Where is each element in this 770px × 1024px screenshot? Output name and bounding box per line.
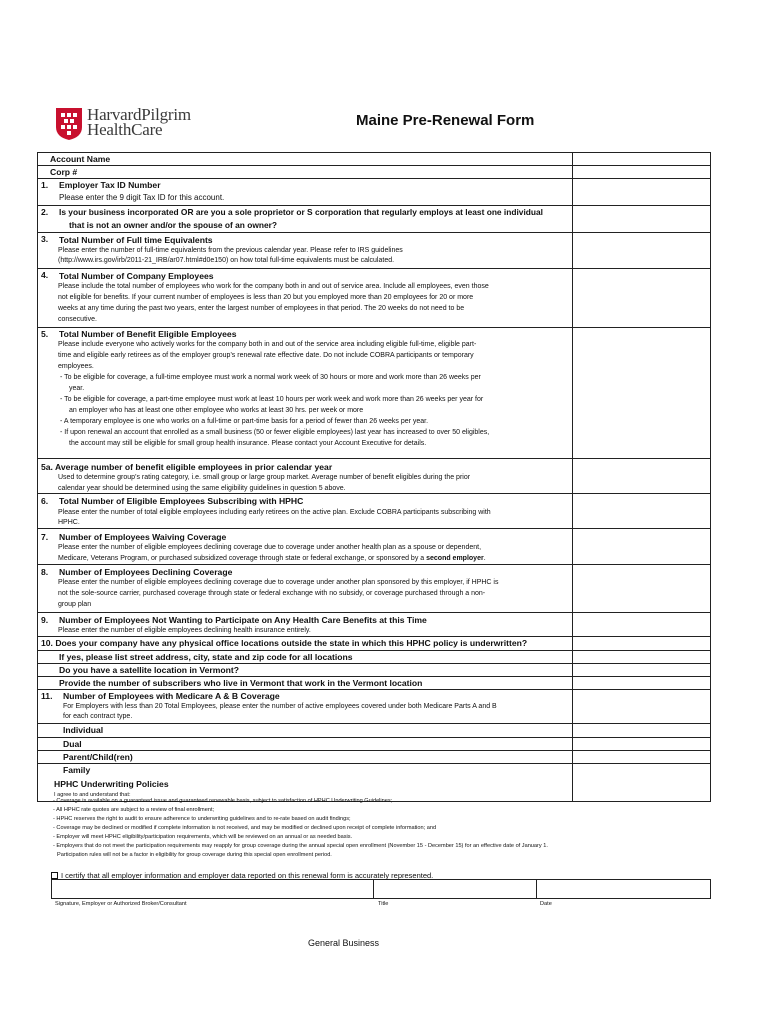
q8-desc-1: Please enter the number of eligible employees declining coverage due to coverage under another plan sponsored by this employer, if HPHC is — [58, 579, 499, 586]
renewal-form-table — [37, 152, 711, 802]
q8-desc-2: not the sole-source carrier, purchased coverage through state or federal exchange with no subsidy, or coverage purchased through a non- — [58, 590, 486, 597]
q9-label: Number of Employees Not Wanting to Participate on Any Health Care Benefits at this Time — [59, 615, 427, 625]
q5-bullet-3: - A temporary employee is one who works on a full-time or part-time basis for a period of fewer than 26 weeks per year. — [60, 418, 429, 425]
q10-sub-1: If yes, please list street address, city, state and zip code for all locations — [59, 652, 353, 662]
q5a-desc-1: Used to determine group’s rating category, i.e. small group or large group market. Average number of benefit eligibles during the prior — [58, 474, 471, 481]
certify-checkbox[interactable] — [51, 872, 58, 879]
q6-number: 6. — [41, 496, 49, 506]
vermont-satellite-input[interactable] — [572, 664, 710, 676]
medicare-dual-input[interactable] — [572, 738, 710, 750]
q8-label: Number of Employees Declining Coverage — [59, 567, 233, 577]
logo-line-1: HarvardPilgrim — [87, 105, 191, 124]
q4-label: Total Number of Company Employees — [59, 271, 214, 281]
policies-intro: I agree to and understand that: — [54, 792, 131, 798]
q1-desc: Please enter the 9 digit Tax ID for this account. — [59, 193, 225, 202]
q5-bullet-1-cont: year. — [69, 385, 85, 392]
q3-desc-2: (http://www.irs.gov/irb/2011-21_IRB/ar07.html#d0e150) on how total full-time equivalents must be calculated. — [58, 257, 395, 264]
logo-line-2: HealthCare — [87, 120, 163, 139]
policy-item: - Employer will meet HPHC eligibility/participation requirements, which will be reviewed on an annual or as needed basis. — [53, 834, 353, 840]
q5-label: Total Number of Benefit Eligible Employees — [59, 329, 237, 339]
q7-desc-2: Medicare, Veterans Program, or purchased subsidized coverage through state or federal exchange, or sponsored by a second employer. — [58, 555, 486, 562]
certify-label: I certify that all employer information and employer data reported on this renewal form is accurately represented. — [61, 871, 434, 880]
q5-bullet-1: - To be eligible for coverage, a full-time employee must work a normal work week of 30 hours or more and work more than 26 weeks per — [60, 374, 481, 381]
q8-number: 8. — [41, 567, 49, 577]
footer-text: General Business — [308, 938, 380, 948]
q7-number: 7. — [41, 532, 49, 542]
company-employees-input[interactable] — [572, 269, 710, 327]
q4-desc-4: consecutive. — [58, 316, 97, 323]
q10-label: 10. Does your company have any physical office locations outside the state in which this HPHC policy is underwritten? — [41, 638, 528, 648]
medicare-family-input[interactable] — [572, 764, 710, 777]
q5-desc-1: Please include everyone who actively works for the company both in and out of the service area including eligible full-time, eligible part- — [58, 341, 477, 348]
q6-label: Total Number of Eligible Employees Subscribing with HPHC — [59, 496, 304, 506]
q5-desc-3: employees. — [58, 363, 94, 370]
policies-title: HPHC Underwriting Policies — [54, 779, 169, 789]
subscribing-input[interactable] — [572, 494, 710, 528]
tax-id-input[interactable] — [572, 179, 710, 205]
policy-item: Participation rules will not be a factor in eligibility for group coverage during this special open enrollment period. — [57, 852, 332, 858]
signature-label: Signature, Employer or Authorized Broker/Consultant — [55, 901, 187, 907]
q6-desc-2: HPHC. — [58, 519, 80, 526]
medicare-family-label: Family — [63, 765, 91, 775]
page-title: Maine Pre-Renewal Form — [356, 112, 535, 129]
medicare-header-cell — [572, 690, 710, 723]
shield-icon — [55, 107, 83, 141]
q11-number: 11. — [41, 691, 53, 701]
locations-input[interactable] — [572, 651, 710, 663]
incorporated-input[interactable] — [572, 206, 710, 232]
corp-number-input[interactable] — [572, 166, 710, 178]
corp-label: Corp # — [50, 167, 78, 177]
q1-number: 1. — [41, 180, 49, 190]
fte-input[interactable] — [572, 233, 710, 268]
vermont-subscribers-input[interactable] — [572, 677, 710, 689]
policy-item: - Coverage may be declined or modified if complete information is not received, and may be modified or declined upon receipt of complete information; and — [53, 825, 437, 831]
policy-item: - All HPHC rate quotes are subject to a review of final enrollment; — [53, 807, 215, 813]
q11-desc-2: for each contract type. — [63, 713, 133, 720]
q5-bullet-4-cont: the account may still be eligible for small group health insurance. Please contact your Account Executive for details. — [69, 440, 427, 447]
not-participating-input[interactable] — [572, 613, 710, 636]
q5-number: 5. — [41, 329, 49, 339]
q5-bullet-2-cont: an employer who has at least one other employee who works at least 30 hrs. per week or more — [69, 407, 364, 414]
q4-desc-3: weeks at any time during the past two years, enter the largest number of employees in that period. The 20 weeks do not need to be — [58, 305, 465, 312]
medicare-parent-input[interactable] — [572, 751, 710, 763]
declining-input[interactable] — [572, 565, 710, 612]
q7-desc-1: Please enter the number of eligible employees declining coverage due to coverage under another health plan as a spouse or dependent, — [58, 544, 482, 551]
waiving-input[interactable] — [572, 529, 710, 564]
q3-number: 3. — [41, 234, 49, 244]
q4-desc-2: not eligible for benefits. If your current number of employees is less than 20 but you employed more than 20 employees for 20 or more — [58, 294, 474, 301]
medicare-dual-label: Dual — [63, 739, 82, 749]
q6-desc-1: Please enter the number of total eligible employees including early retirees on the active plan. Exclude COBRA participants subscribing with — [58, 509, 491, 516]
average-eligible-input[interactable] — [572, 459, 710, 493]
policy-item: - Employers that do not meet the participation requirements may reapply for group coverage during the annual special open enrollment (November 15 - December 15) for an effective date of January 1. — [53, 843, 548, 849]
medicare-individual-input[interactable] — [572, 724, 710, 737]
q11-label: Number of Employees with Medicare A & B Coverage — [63, 691, 280, 701]
q2-label-2: that is not an owner and/or the spouse of an owner? — [69, 220, 277, 230]
date-label: Date — [540, 901, 552, 907]
q2-label: Is your business incorporated OR are you a sole proprietor or S corporation that regularly employs at least one individual — [59, 207, 543, 217]
harvard-pilgrim-logo — [55, 107, 215, 141]
q5-desc-2: time and eligible early retirees as of the employer group’s renewal rate effective date. Do not include COBRA participants or temporary — [58, 352, 474, 359]
q4-number: 4. — [41, 270, 49, 280]
q9-desc: Please enter the number of eligible employees declining health insurance entirely. — [58, 627, 311, 634]
signature-field[interactable] — [51, 879, 374, 899]
title-label: Title — [378, 901, 389, 907]
q1-label: Employer Tax ID Number — [59, 180, 161, 190]
policy-item: - HPHC reserves the right to audit to ensure adherence to underwriting guidelines and to re-rate based on audit findings; — [53, 816, 351, 822]
q5-bullet-2: - To be eligible for coverage, a part-time employee must work at least 10 hours per work week and work more than 26 weeks per year for — [60, 396, 484, 403]
out-of-state-input[interactable] — [572, 637, 710, 650]
q9-number: 9. — [41, 615, 49, 625]
title-field[interactable] — [374, 879, 537, 899]
q4-desc-1: Please include the total number of employees who work for the company both in and out of service area. Include all employees, even those — [58, 283, 489, 290]
q3-label: Total Number of Full time Equivalents — [59, 235, 213, 245]
medicare-individual-label: Individual — [63, 725, 104, 735]
q2-number: 2. — [41, 207, 49, 217]
q11-desc-1: For Employers with less than 20 Total Employees, please enter the number of active employees covered under both Medicare Parts A and B — [63, 703, 497, 710]
q5a-label: 5a. Average number of benefit eligible employees in prior calendar year — [41, 462, 333, 472]
q5a-desc-2: calendar year should be determined using the same eligibility guidelines in question 5 above. — [58, 485, 346, 492]
q7-label: Number of Employees Waiving Coverage — [59, 532, 227, 542]
date-field[interactable] — [537, 879, 711, 899]
medicare-parent-label: Parent/Child(ren) — [63, 752, 133, 762]
policy-item: - Coverage is available on a guaranteed issue and guaranteed renewable basis, subject to satisfaction of HPHC Underwriting Guidelines; — [53, 798, 393, 804]
q10-sub-3: Provide the number of subscribers who live in Vermont that work in the Vermont location — [59, 678, 423, 688]
q5-bullet-4: - If upon renewal an account that enrolled as a small business (50 or fewer eligible employees) last year has increased to over 50 eligibles, — [60, 429, 490, 436]
q3-desc-1: Please enter the number of full-time equivalents from the previous calendar year. Please refer to IRS guidelines — [58, 247, 403, 254]
account-name-label: Account Name — [50, 154, 111, 164]
benefit-eligible-input[interactable] — [572, 328, 710, 458]
account-name-input[interactable] — [572, 153, 710, 165]
q10-sub-2: Do you have a satellite location in Vermont? — [59, 665, 240, 675]
q8-desc-3: group plan — [58, 601, 92, 608]
